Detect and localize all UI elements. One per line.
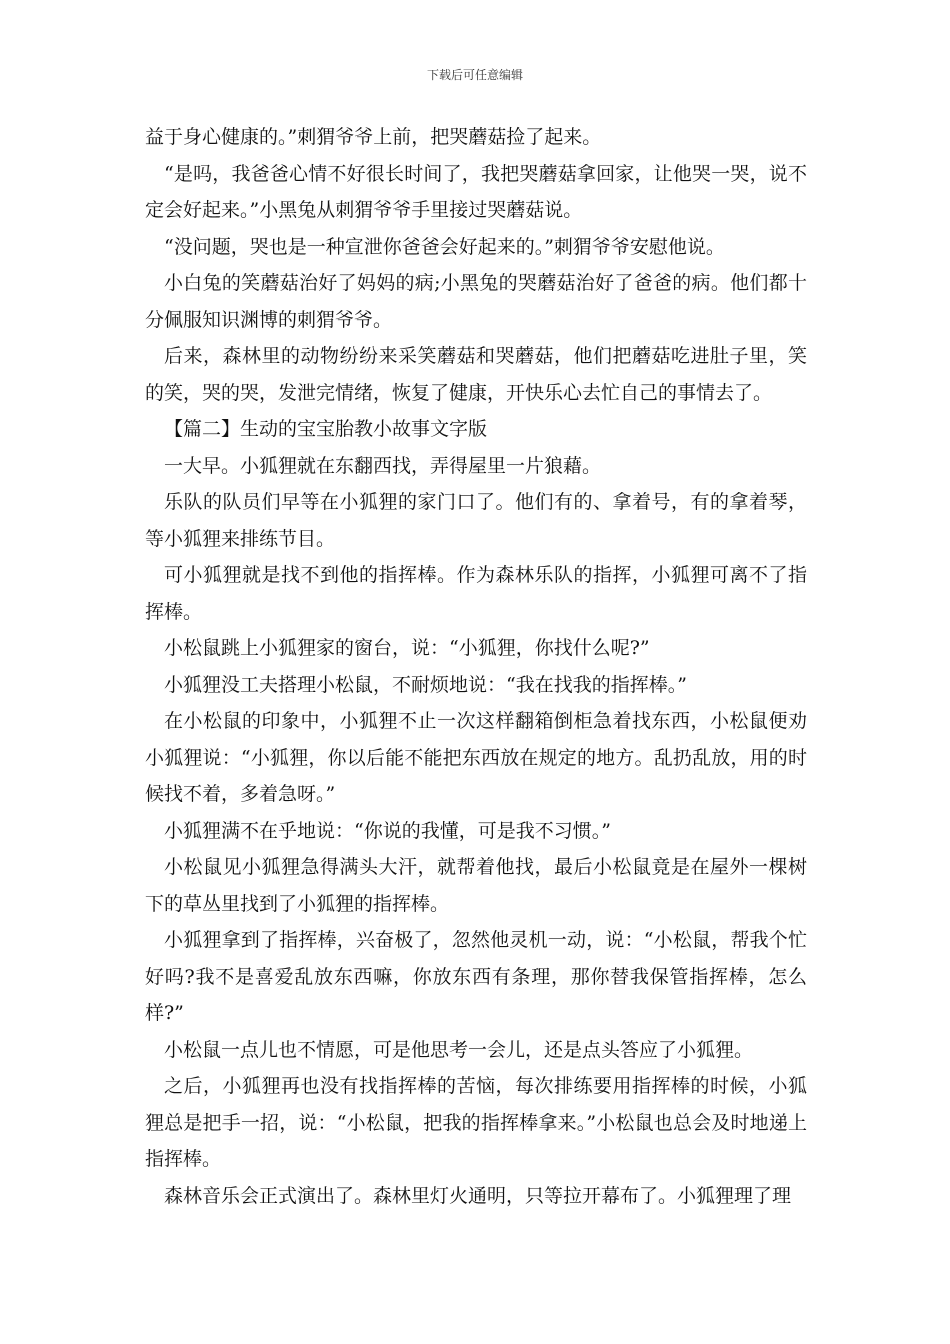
paragraph: 森林音乐会正式演出了。森林里灯火通明，只等拉开幕布了。小狐狸理了理: [164, 1184, 792, 1207]
paragraph: 之后，小狐狸再也没有找指挥棒的苦恼，每次排练要用指挥棒的时候，小狐狸总是把手一招，说：“小松鼠，把我的指挥棒拿来。”小松鼠也总会及时地递上指挥棒。: [145, 1075, 807, 1170]
paragraph: 小狐狸拿到了指挥棒，兴奋极了，忽然他灵机一动，说：“小松鼠，帮我个忙好吗?我不是喜爱乱放东西嘛，你放东西有条理，那你替我保管指挥棒，怎么样?”: [145, 929, 807, 1024]
paragraph: 小白兔的笑蘑菇治好了妈妈的病;小黑兔的哭蘑菇治好了爸爸的病。他们都十分佩服知识渊博的刺猬爷爷。: [145, 272, 807, 331]
paragraph: 小松鼠跳上小狐狸家的窗台，说：“小狐狸，你找什么呢?”: [164, 637, 650, 659]
paragraph: 小松鼠见小狐狸急得满头大汗，就帮着他找，最后小松鼠竟是在屋外一棵树下的草丛里找到了小狐狸的指挥棒。: [145, 856, 807, 915]
paragraph: 乐队的队员们早等在小狐狸的家门口了。他们有的、拿着号，有的拿着琴，等小狐狸来排练节目。: [145, 491, 807, 550]
paragraph: “没问题，哭也是一种宣泄你爸爸会好起来的。”刺猬爷爷安慰他说。: [164, 235, 725, 258]
paragraph: 在小松鼠的印象中，小狐狸不止一次这样翻箱倒柜急着找东西，小松鼠便劝小狐狸说：“小狐狸，你以后能不能把东西放在规定的地方。乱扔乱放，用的时候找不着，多着急呀。”: [145, 710, 807, 805]
page-header: 下载后可任意编辑: [426, 68, 523, 82]
paragraph: 可小狐狸就是找不到他的指挥棒。作为森林乐队的指挥，小狐狸可离不了指挥棒。: [145, 564, 807, 623]
paragraph: “是吗，我爸爸心情不好很长时间了，我把哭蘑菇拿回家，让他哭一哭，说不定会好起来。”小黑兔从刺猬爷爷手里接过哭蘑菇说。: [145, 162, 807, 221]
paragraph: 益于身心健康的。”刺猬爷爷上前，把哭蘑菇捡了起来。: [145, 126, 602, 148]
section-heading: 【篇二】生动的宝宝胎教小故事文字版: [164, 418, 488, 440]
paragraph: 小松鼠一点儿也不情愿，可是他思考一会儿，还是点头答应了小狐狸。: [164, 1038, 754, 1061]
paragraph: 小狐狸满不在乎地说：“你说的我懂，可是我不习惯。”: [164, 819, 611, 842]
paragraph: 后来，森林里的动物纷纷来采笑蘑菇和哭蘑菇，他们把蘑菇吃进肚子里，笑的笑，哭的哭，发泄完情绪，恢复了健康，开快乐心去忙自己的事情去了。: [145, 345, 807, 404]
paragraph: 一大早。小狐狸就在东翻西找，弄得屋里一片狼藉。: [164, 454, 602, 477]
paragraph: 小狐狸没工夫搭理小松鼠，不耐烦地说：“我在找我的指挥棒。”: [164, 673, 687, 696]
document-body: [145, 119, 807, 1214]
